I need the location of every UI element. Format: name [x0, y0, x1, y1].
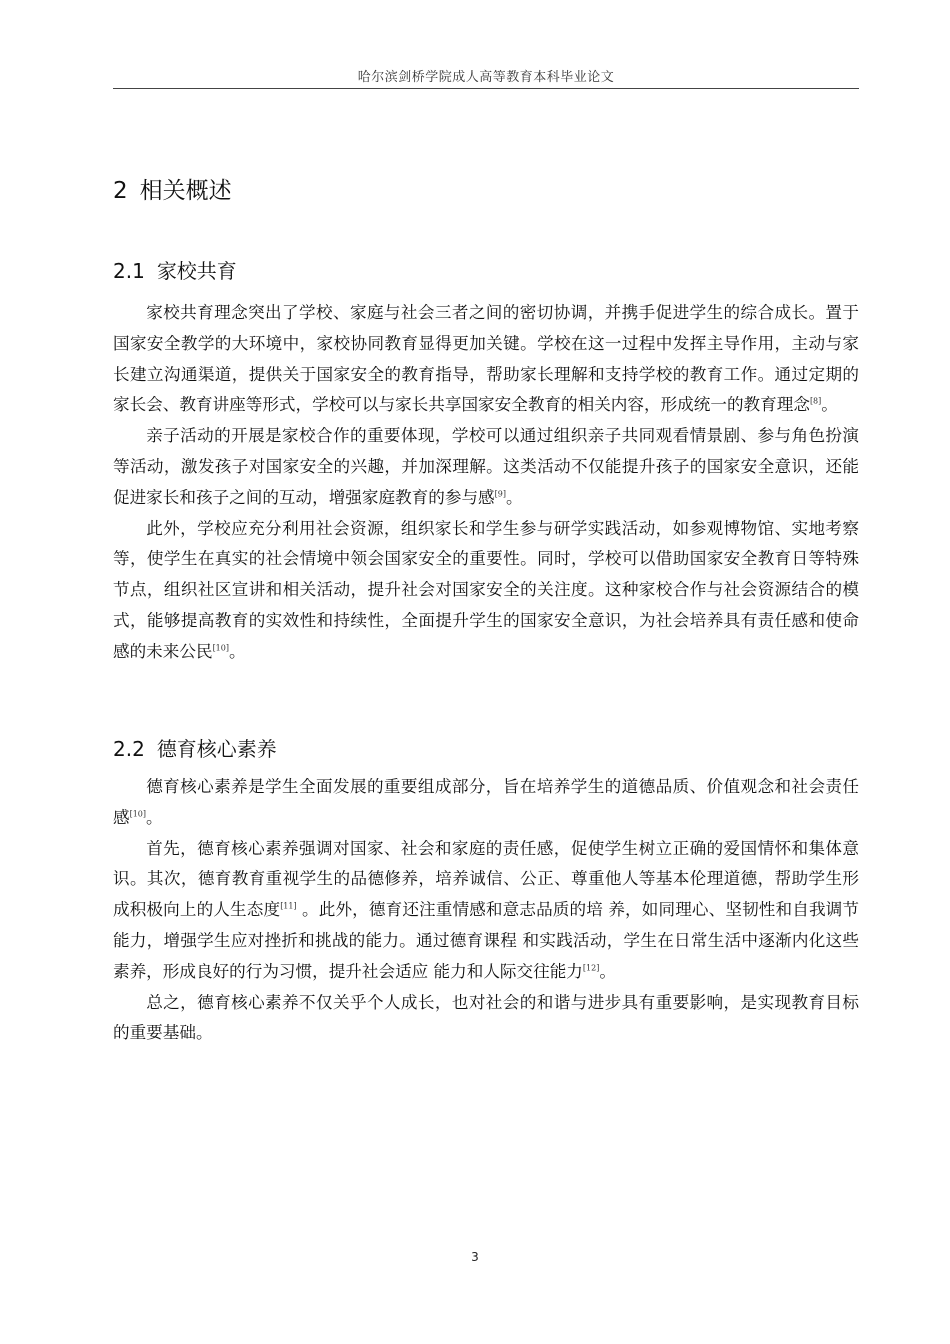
paragraph-text: 。此外，德育还注重情感和意志品质的培 养，如同理心、坚韧性和自我调节能力，增强学生应对挫折和挑战的能力。通过德育课程 和实践活动，学生在日常生活中逐渐内化这些素养，形成良好的行为习惯，提升社会适应 能力和人际交往能力 [113, 900, 859, 981]
paragraph-text: 首先，德育核心素养强调对国家、社会和家庭的责任感，促使学生树立正确的爱国情怀和集体意识。其次，德育教育重视学生的品德修养，培养诚信、公正、尊重他人等基本伦理道德，帮助学生形成积极向上的人生态度 [113, 838, 859, 920]
section-2-2-body [113, 772, 859, 1049]
paragraph-text: 德育核心素养是学生全面发展的重要组成部分，旨在培养学生的道德品质、价值观念和社会责任感 [113, 777, 859, 827]
citation: [12] [582, 963, 600, 973]
citation: [9] [494, 489, 506, 499]
section-title: 德育核心素养 [156, 737, 277, 761]
chapter-title: 相关概述 [139, 178, 232, 204]
section-number: 2.2 [113, 737, 145, 761]
paragraph-text: 总之，德育核心素养不仅关乎个人成长，也对社会的和谐与进步具有重要影响，是实现教育目标的重要基础。 [113, 992, 859, 1043]
paragraph-end: 。 [599, 961, 616, 981]
paragraph [113, 772, 859, 834]
page-header: 哈尔滨剑桥学院成人高等教育本科毕业论文 [357, 70, 615, 85]
paragraph-end: 。 [228, 641, 246, 661]
chapter-number: 2 [113, 178, 128, 204]
section-2-1-body [113, 298, 859, 668]
paragraph-end: 。 [506, 487, 523, 507]
citation: [10] [212, 643, 229, 653]
paragraph [113, 514, 859, 668]
section-heading-2-2 [113, 733, 277, 762]
header-divider [113, 88, 859, 89]
paragraph-end: 。 [821, 395, 838, 415]
paragraph [113, 988, 859, 1050]
paragraph [113, 298, 859, 421]
paragraph-end: 。 [146, 807, 163, 827]
paragraph [113, 834, 859, 988]
citation: [10] [129, 809, 147, 819]
paragraph [113, 421, 859, 513]
paragraph-text: 亲子活动的开展是家校合作的重要体现，学校可以通过组织亲子共同观看情景剧、参与角色扮演等活动，激发孩子对国家安全的兴趣，并加深理解。这类活动不仅能提升孩子的国家安全意识，还能促进家长和孩子之间的互动，增强家庭教育的参与感 [113, 426, 859, 507]
paragraph-text: 此外，学校应充分利用社会资源，组织家长和学生参与研学实践活动，如参观博物馆、实地考察等，使学生在真实的社会情境中领会国家安全的重要性。同时，学校可以借助国家安全教育日等特殊节点，组织社区宣讲和相关活动，提升社会对国家安全的关注度。这种家校合作与社会资源结合的模式，能够提高教育的实效性和持续性，全面提升学生的国家安全意识，为社会培养具有责任感和使命感的未来公民 [113, 518, 859, 661]
chapter-heading [113, 172, 232, 205]
citation: [11] [280, 901, 297, 911]
section-title: 家校共育 [156, 259, 237, 283]
paragraph-text: 家校共育理念突出了学校、家庭与社会三者之间的密切协调，并携手促进学生的综合成长。置于国家安全教学的大环境中，家校协同教育显得更加关键。学校在这一过程中发挥主导作用，主动与家长建立沟通渠道，提供关于国家安全的教育指导，帮助家长理解和支持学校的教育工作。通过定期的家长会、教育讲座等形式，学校可以与家长共享国家安全教育的相关内容，形成统一的教育理念 [113, 303, 859, 415]
section-number: 2.1 [113, 259, 145, 283]
citation: [8] [809, 396, 822, 406]
section-heading-2-1 [113, 255, 237, 284]
page-number: 3 [471, 1250, 479, 1264]
